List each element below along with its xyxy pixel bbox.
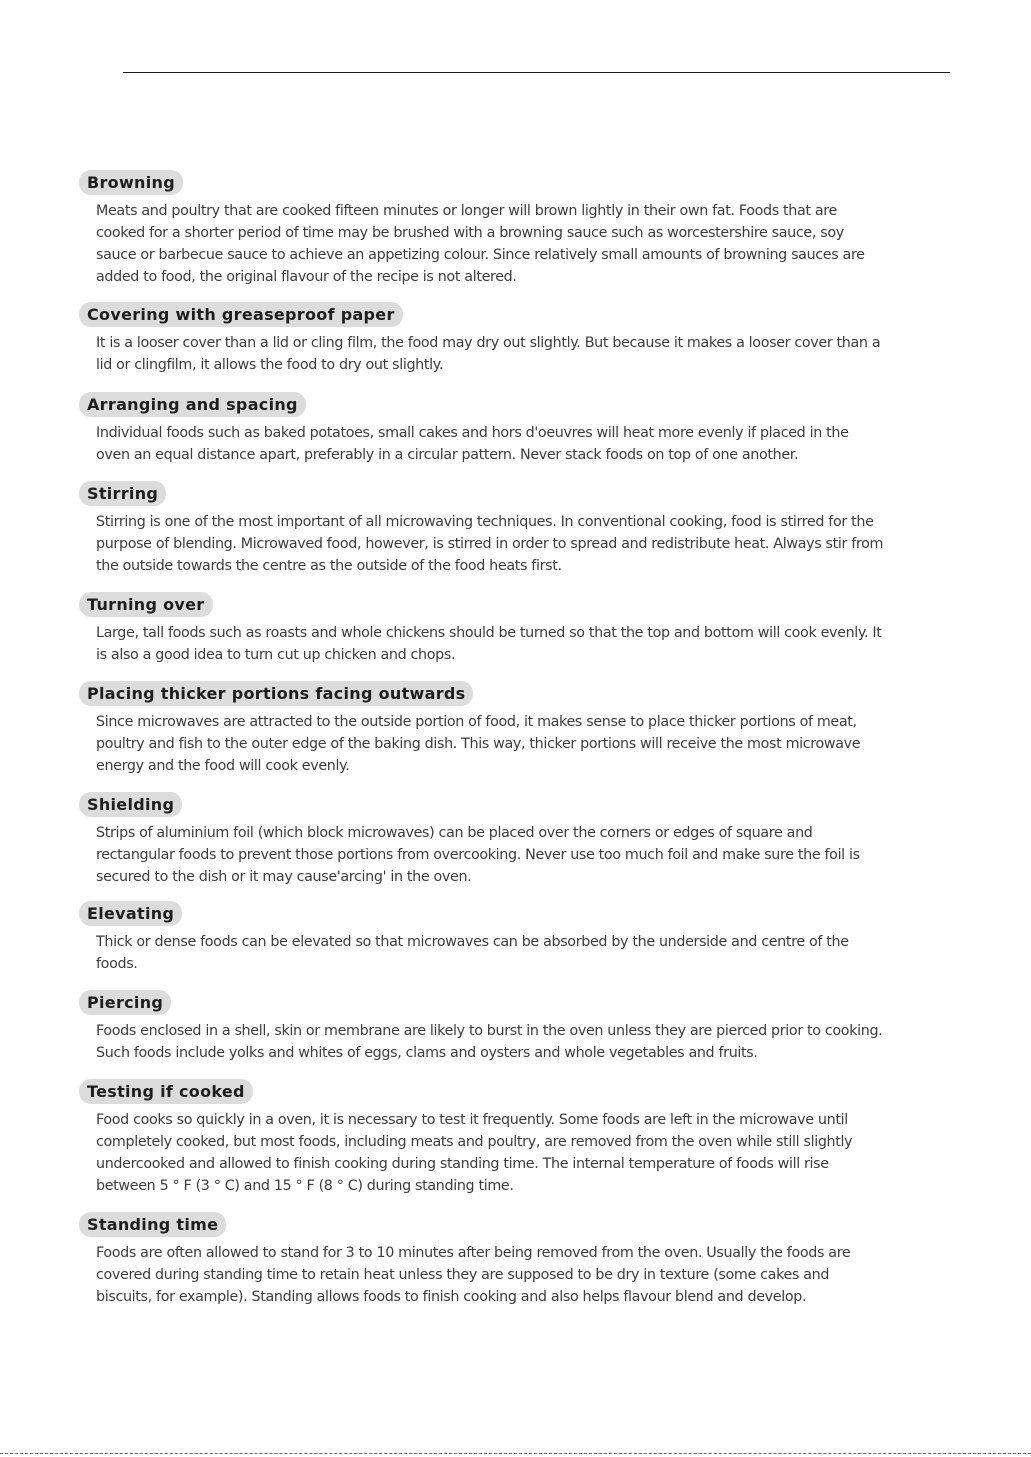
section-heading: Piercing — [79, 990, 171, 1015]
section-body: Food cooks so quickly in a oven, it is necessary to test it frequently. Some foods are left in the microwave until completely cooked, but most foods, including meats and poultry, are removed from the oven while still slightly undercooked and allowed to finish cooking during standing time. The internal temperature of foods will rise between 5 ° F (3 ° C) and 15 ° F (8 ° C) during standing time. — [96, 1112, 853, 1194]
section-body: It is a looser cover than a lid or cling film, the food may dry out slightly. But because it makes a looser cover than a lid or clingfilm, it allows the food to dry out slightly. — [96, 335, 881, 373]
section-heading: Covering with greaseproof paper — [79, 302, 403, 327]
section-body: Thick or dense foods can be elevated so that microwaves can be absorbed by the underside and centre of the foods. — [96, 934, 849, 972]
section-body: Individual foods such as baked potatoes, small cakes and hors d'oeuvres will heat more evenly if placed in the oven an equal distance apart, preferably in a circular pattern. Never stack foods on top of one another. — [96, 425, 849, 463]
section-body: Foods enclosed in a shell, skin or membrane are likely to burst in the oven unless they are pierced prior to cooking. Such foods include yolks and whites of eggs, clams and oysters and whole vegetables and fruits. — [96, 1023, 883, 1061]
section-heading: Shielding — [79, 792, 182, 817]
section-body: Foods are often allowed to stand for 3 to 10 minutes after being removed from the oven. Usually the foods are covered during standing time to retain heat unless they are supposed to be dry in texture (some cakes and biscuits, for example). Standing allows foods to finish cooking and also helps flavour blend and develop. — [96, 1245, 851, 1305]
section-heading: Turning over — [79, 592, 213, 617]
section-heading: Standing time — [79, 1212, 226, 1237]
section-heading: Elevating — [79, 901, 182, 926]
header-rule — [123, 72, 950, 73]
section-heading: Arranging and spacing — [79, 392, 306, 417]
section-heading: Testing if cooked — [79, 1079, 253, 1104]
section-body: Stirring is one of the most important of all microwaving techniques. In conventional cooking, food is stirred for the purpose of blending. Microwaved food, however, is stirred in order to spread and redistribute heat. Always stir from the outside towards the centre as the outside of the food heats first. — [96, 514, 884, 574]
section-heading: Browning — [79, 170, 183, 195]
section-body: Large, tall foods such as roasts and whole chickens should be turned so that the top and bottom will cook evenly. It is also a good idea to turn cut up chicken and chops. — [96, 625, 882, 663]
section-body: Strips of aluminium foil (which block microwaves) can be placed over the corners or edges of square and rectangular foods to prevent those portions from overcooking. Never use too much foil and make sure the foil is secured to the dish or it may cause'arcing' in the oven. — [96, 825, 860, 885]
section-body: Meats and poultry that are cooked fifteen minutes or longer will brown lightly in their own fat. Foods that are cooked for a shorter period of time may be brushed with a browning sauce such as worcestershire sauce, soy sauce or barbecue sauce to achieve an appetizing colour. Since relatively small amounts of browning sauces are added to food, the original flavour of the recipe is not altered. — [96, 203, 865, 285]
section-body: Since microwaves are attracted to the outside portion of food, it makes sense to place thicker portions of meat, poultry and fish to the outer edge of the baking dish. This way, thicker portions will receive the most microwave energy and the food will cook evenly. — [96, 714, 861, 774]
section-heading: Placing thicker portions facing outwards — [79, 681, 473, 706]
section-heading: Stirring — [79, 481, 166, 506]
page-cut-line — [0, 1453, 1031, 1454]
